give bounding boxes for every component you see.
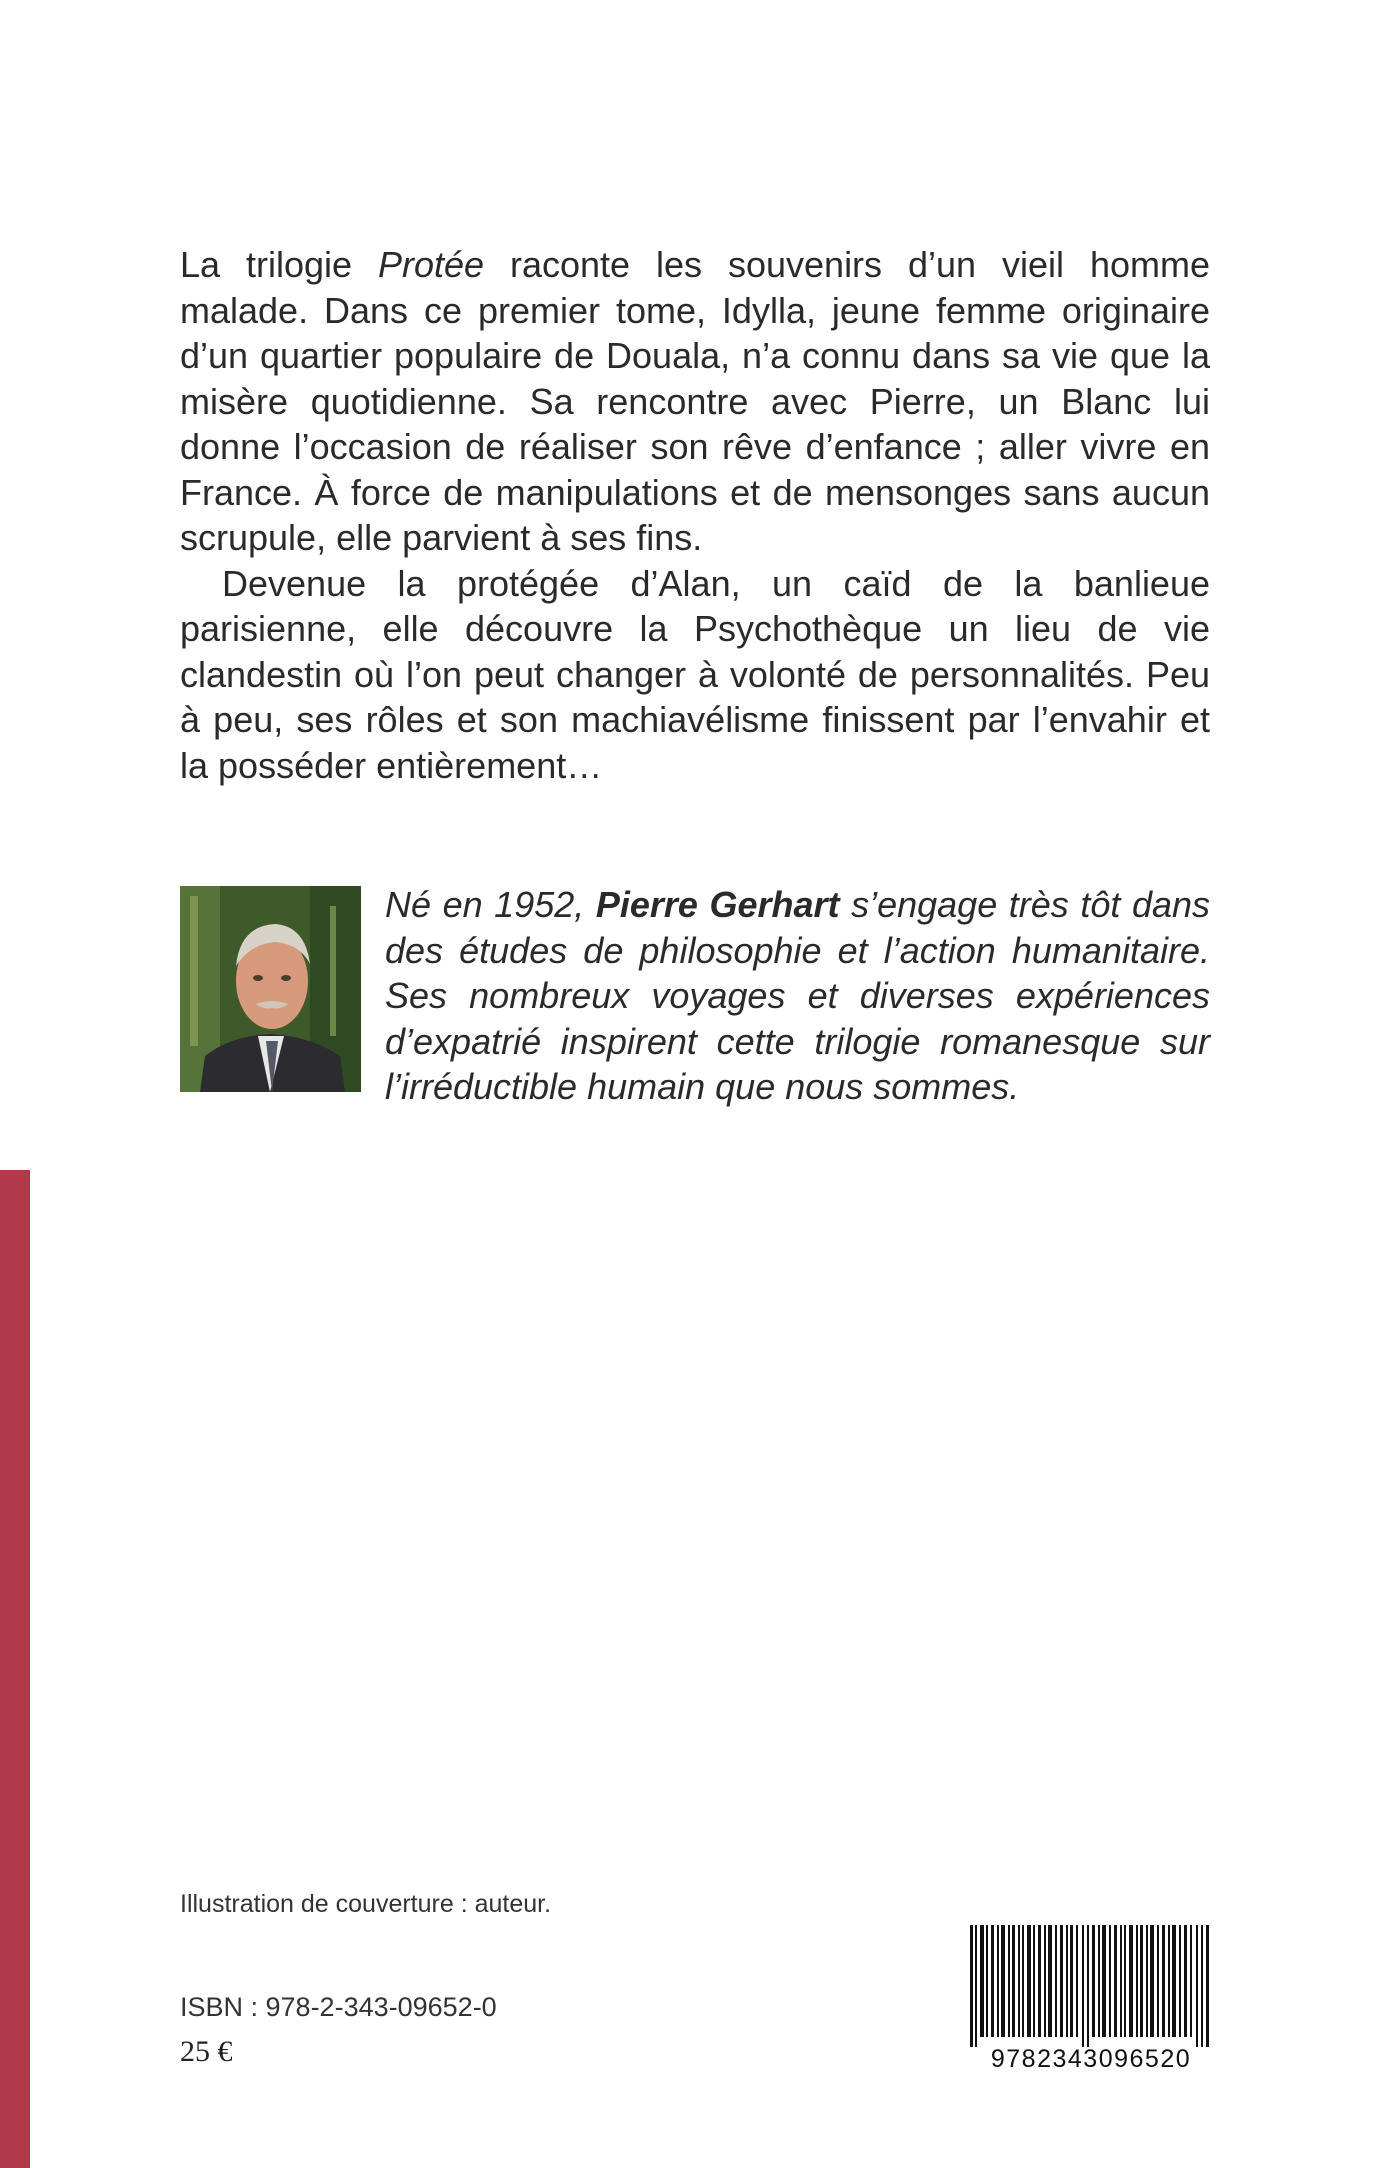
author-name: Pierre Gerhart (595, 884, 840, 925)
synopsis-text (180, 242, 1210, 788)
cover-credit: Illustration de couverture : auteur. (180, 1890, 552, 1918)
isbn: ISBN : 978-2-343-09652-0 (180, 1992, 497, 2022)
author-photo (180, 886, 361, 1092)
accent-spine-bar (0, 1170, 30, 2168)
barcode-digits: 9782343096520 (990, 2045, 1192, 2073)
synopsis-paragraph-1: La trilogie Protée raconte les souvenirs d’un vieil homme malade. Dans ce premier tome, Idylla, jeune femme originaire d’un quartier populaire de Douala, n’a connu dans sa vie que la misère quotidienne. Sa rencontre avec Pierre, un Blanc lui donne l’occasion de réaliser son rêve d’enfance ; aller vivre en France. À force de manipulations et de mensonges sans aucun scrupule, elle parvient à ses fins. (180, 244, 1210, 558)
price: 25 € (180, 2035, 233, 2068)
book-title: Protée (377, 244, 485, 285)
author-bio: Né en 1952, Pierre Gerhart s’engage très tôt dans des études de philosophie et l’action humanitaire. Ses nombreux voyages et diverses expériences d’expatrié inspirent cette trilogie romanesque sur l’irréductible humain que nous sommes. (385, 884, 1211, 1107)
synopsis-paragraph-2: Devenue la protégée d’Alan, un caïd de la banlieue parisienne, elle découvre la Psychothèque un lieu de vie clandestin où l’on peut changer à volonté de personnalités. Peu à peu, ses rôles et son machiavélisme finissent par l’envahir et la posséder entièrement… (180, 562, 1210, 786)
barcode-bars (970, 1925, 1212, 2047)
barcode (970, 1925, 1212, 2075)
